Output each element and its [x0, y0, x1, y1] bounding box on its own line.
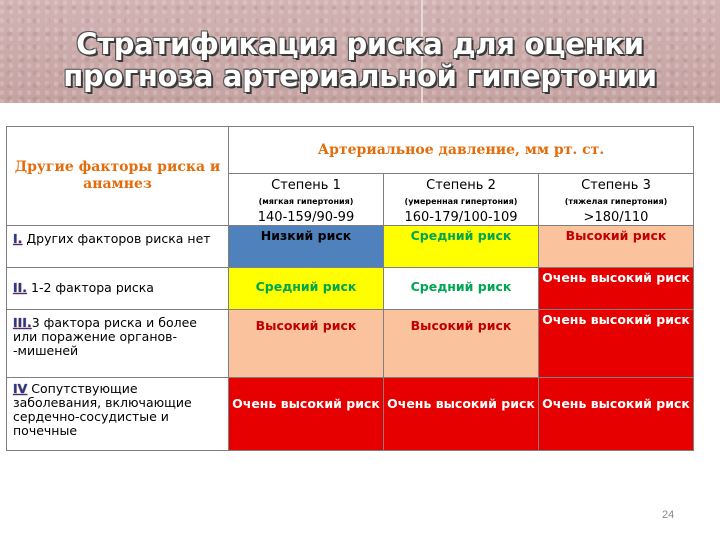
degree-name: Степень 1 [271, 178, 341, 193]
risk-table [6, 126, 694, 451]
row-label [7, 378, 229, 451]
top-header-cell [229, 127, 694, 174]
slide-title [0, 28, 720, 92]
risk-cell [384, 310, 539, 378]
risk-cell [229, 378, 384, 451]
risk-cell [384, 226, 539, 268]
roman-numeral: I. [13, 231, 23, 246]
degree-1-header [229, 174, 384, 226]
roman-numeral: III. [13, 315, 32, 330]
degree-name: Степень 3 [581, 178, 651, 193]
degree-3-header [539, 174, 694, 226]
row-label [7, 310, 229, 378]
roman-numeral: II. [13, 280, 28, 295]
risk-text: Очень высокий риск [542, 270, 690, 285]
table-row [7, 310, 694, 378]
row-label-text: 3 фактора риска и более или поражение органов- -мишеней [13, 315, 197, 358]
top-header: Артериальное давление, мм рт. ст. [317, 142, 605, 158]
risk-cell [539, 226, 694, 268]
risk-cell [539, 310, 694, 378]
degree-desc: (умеренная гипертония) [404, 197, 518, 206]
row-label-text: Других факторов риска нет [22, 231, 211, 246]
table-row [7, 226, 694, 268]
degree-2-header [384, 174, 539, 226]
left-header-cell [7, 127, 229, 226]
risk-text: Высокий риск [255, 318, 357, 333]
risk-cell [229, 310, 384, 378]
page-number: 24 [662, 509, 675, 521]
row-label-text: 1-2 фактора риска [27, 280, 154, 295]
row-label [7, 268, 229, 310]
risk-cell [384, 378, 539, 451]
degree-name: Степень 2 [426, 178, 496, 193]
risk-cell [229, 268, 384, 310]
risk-cell [384, 268, 539, 310]
row-label [7, 226, 229, 268]
risk-text: Низкий риск [260, 228, 352, 243]
risk-text: Высокий риск [410, 318, 512, 333]
degree-range: 140-159/90-99 [257, 210, 355, 225]
roman-numeral: IV [13, 381, 28, 396]
risk-text: Средний риск [255, 279, 357, 294]
row-label-text: Сопутствующие заболевания, включающие сердечно-сосудистые и почечные [13, 381, 192, 438]
risk-text: Очень высокий риск [542, 396, 690, 411]
left-header: Другие факторы риска и анамнез [14, 159, 221, 192]
risk-cell [539, 268, 694, 310]
degree-desc: (тяжелая гипертония) [564, 197, 668, 206]
degree-desc: (мягкая гипертония) [258, 197, 354, 206]
risk-text: Средний риск [410, 279, 512, 294]
degree-range: 160-179/100-109 [404, 210, 518, 225]
risk-cell [229, 226, 384, 268]
risk-cell [539, 378, 694, 451]
risk-text: Средний риск [410, 228, 512, 243]
risk-text: Высокий риск [565, 228, 667, 243]
risk-text: Очень высокий риск [542, 312, 690, 327]
degree-range: >180/110 [583, 210, 649, 225]
risk-text: Очень высокий риск [232, 396, 380, 411]
title-line-1: Стратификация риска для оценки [76, 27, 644, 61]
risk-text: Очень высокий риск [387, 396, 535, 411]
table-row [7, 268, 694, 310]
title-line-2: прогноза артериальной гипертонии [63, 59, 657, 93]
table-row [7, 378, 694, 451]
